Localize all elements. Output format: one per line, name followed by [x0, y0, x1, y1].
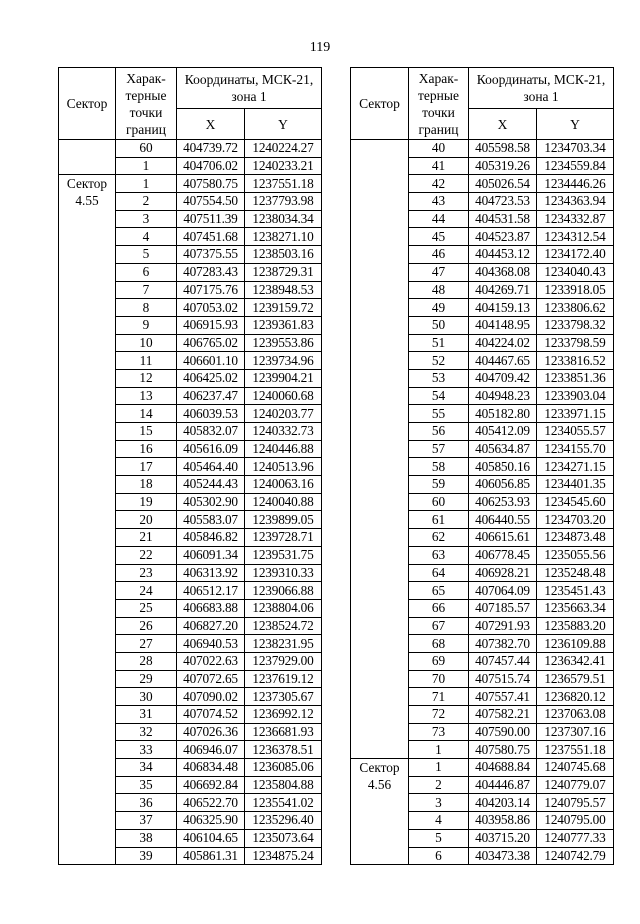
y-coordinate-cell: 1239531.75 [245, 546, 322, 564]
y-coordinate-cell: 1233798.32 [537, 316, 614, 334]
y-coordinate-cell: 1238503.16 [245, 246, 322, 264]
y-coordinate-cell: 1238804.06 [245, 599, 322, 617]
x-coordinate-cell: 407175.76 [177, 281, 245, 299]
point-number-cell: 16 [116, 440, 177, 458]
point-number-cell: 5 [409, 829, 469, 847]
x-coordinate-cell: 405583.07 [177, 511, 245, 529]
x-coordinate-cell: 404709.42 [469, 369, 537, 387]
y-coordinate-cell: 1233903.04 [537, 387, 614, 405]
y-coordinate-cell: 1234873.48 [537, 529, 614, 547]
x-coordinate-cell: 406091.34 [177, 546, 245, 564]
y-coordinate-cell: 1239310.33 [245, 564, 322, 582]
point-number-cell: 17 [116, 458, 177, 476]
point-number-cell: 44 [409, 210, 469, 228]
point-number-cell: 15 [116, 423, 177, 441]
x-coordinate-cell: 404739.72 [177, 140, 245, 158]
y-coordinate-cell: 1236681.93 [245, 723, 322, 741]
point-number-cell: 52 [409, 352, 469, 370]
x-coordinate-cell: 404531.58 [469, 210, 537, 228]
x-coordinate-cell: 406928.21 [469, 564, 537, 582]
x-coordinate-cell: 405850.16 [469, 458, 537, 476]
x-coordinate-cell: 407026.36 [177, 723, 245, 741]
y-coordinate-cell: 1238034.34 [245, 210, 322, 228]
point-number-cell: 47 [409, 263, 469, 281]
point-number-cell: 45 [409, 228, 469, 246]
x-coordinate-cell: 406522.70 [177, 794, 245, 812]
y-coordinate-cell: 1236109.88 [537, 635, 614, 653]
y-coordinate-cell: 1237551.18 [537, 741, 614, 759]
point-number-cell: 50 [409, 316, 469, 334]
y-coordinate-cell: 1237793.98 [245, 193, 322, 211]
x-coordinate-cell: 405026.54 [469, 175, 537, 193]
header-coordinates: Координаты, МСК-21, зона 1 [469, 68, 614, 109]
header-y: Y [245, 109, 322, 140]
x-coordinate-cell: 407511.39 [177, 210, 245, 228]
x-coordinate-cell: 407283.43 [177, 263, 245, 281]
y-coordinate-cell: 1238231.95 [245, 635, 322, 653]
x-coordinate-cell: 404269.71 [469, 281, 537, 299]
y-coordinate-cell: 1240513.96 [245, 458, 322, 476]
point-number-cell: 1 [409, 741, 469, 759]
x-coordinate-cell: 407554.50 [177, 193, 245, 211]
point-number-cell: 34 [116, 759, 177, 777]
point-number-cell: 49 [409, 299, 469, 317]
point-number-cell: 22 [116, 546, 177, 564]
y-coordinate-cell: 1234155.70 [537, 440, 614, 458]
x-coordinate-cell: 407090.02 [177, 688, 245, 706]
point-number-cell: 11 [116, 352, 177, 370]
header-coordinates: Координаты, МСК-21, зона 1 [177, 68, 322, 109]
x-coordinate-cell: 406827.20 [177, 617, 245, 635]
x-coordinate-cell: 407185.57 [469, 599, 537, 617]
y-coordinate-cell: 1234703.34 [537, 140, 614, 158]
point-number-cell: 2 [409, 776, 469, 794]
y-coordinate-cell: 1236820.12 [537, 688, 614, 706]
x-coordinate-cell: 404159.13 [469, 299, 537, 317]
point-number-cell: 39 [116, 847, 177, 865]
header-sector: Сектор [59, 68, 116, 140]
y-coordinate-cell: 1240446.88 [245, 440, 322, 458]
point-number-cell: 69 [409, 652, 469, 670]
header-sector: Сектор [351, 68, 409, 140]
y-coordinate-cell: 1234363.94 [537, 193, 614, 211]
x-coordinate-cell: 406425.02 [177, 369, 245, 387]
point-number-cell: 1 [116, 157, 177, 175]
x-coordinate-cell: 407457.44 [469, 652, 537, 670]
coordinates-table-right [350, 67, 614, 865]
y-coordinate-cell: 1234875.24 [245, 847, 322, 865]
x-coordinate-cell: 407375.55 [177, 246, 245, 264]
x-coordinate-cell: 406253.93 [469, 493, 537, 511]
y-coordinate-cell: 1234446.26 [537, 175, 614, 193]
y-coordinate-cell: 1233806.62 [537, 299, 614, 317]
x-coordinate-cell: 404723.53 [469, 193, 537, 211]
y-coordinate-cell: 1237305.67 [245, 688, 322, 706]
x-coordinate-cell: 404948.23 [469, 387, 537, 405]
y-coordinate-cell: 1235663.34 [537, 599, 614, 617]
point-number-cell: 61 [409, 511, 469, 529]
point-number-cell: 23 [116, 564, 177, 582]
y-coordinate-cell: 1239066.88 [245, 582, 322, 600]
x-coordinate-cell: 407590.00 [469, 723, 537, 741]
sector-cell [59, 140, 116, 175]
point-number-cell: 14 [116, 405, 177, 423]
y-coordinate-cell: 1240060.68 [245, 387, 322, 405]
sector-cell [351, 140, 409, 759]
y-coordinate-cell: 1239734.96 [245, 352, 322, 370]
y-coordinate-cell: 1233971.15 [537, 405, 614, 423]
point-number-cell: 24 [116, 582, 177, 600]
y-coordinate-cell: 1237619.12 [245, 670, 322, 688]
point-number-cell: 9 [116, 316, 177, 334]
point-number-cell: 12 [116, 369, 177, 387]
x-coordinate-cell: 405616.09 [177, 440, 245, 458]
x-coordinate-cell: 406601.10 [177, 352, 245, 370]
point-number-cell: 19 [116, 493, 177, 511]
point-number-cell: 3 [116, 210, 177, 228]
point-number-cell: 41 [409, 157, 469, 175]
x-coordinate-cell: 405634.87 [469, 440, 537, 458]
point-number-cell: 30 [116, 688, 177, 706]
page-number: 119 [309, 40, 331, 55]
x-coordinate-cell: 406946.07 [177, 741, 245, 759]
point-number-cell: 29 [116, 670, 177, 688]
x-coordinate-cell: 407053.02 [177, 299, 245, 317]
y-coordinate-cell: 1236378.51 [245, 741, 322, 759]
x-coordinate-cell: 406039.53 [177, 405, 245, 423]
y-coordinate-cell: 1236342.41 [537, 652, 614, 670]
x-coordinate-cell: 406313.92 [177, 564, 245, 582]
y-coordinate-cell: 1239728.71 [245, 529, 322, 547]
point-number-cell: 57 [409, 440, 469, 458]
x-coordinate-cell: 405464.40 [177, 458, 245, 476]
x-coordinate-cell: 407580.75 [177, 175, 245, 193]
y-coordinate-cell: 1234703.20 [537, 511, 614, 529]
x-coordinate-cell: 405302.90 [177, 493, 245, 511]
point-number-cell: 13 [116, 387, 177, 405]
x-coordinate-cell: 406915.93 [177, 316, 245, 334]
point-number-cell: 42 [409, 175, 469, 193]
point-number-cell: 56 [409, 423, 469, 441]
y-coordinate-cell: 1238729.31 [245, 263, 322, 281]
point-number-cell: 64 [409, 564, 469, 582]
point-number-cell: 55 [409, 405, 469, 423]
y-coordinate-cell: 1237307.16 [537, 723, 614, 741]
x-coordinate-cell: 404203.14 [469, 794, 537, 812]
point-number-cell: 59 [409, 476, 469, 494]
x-coordinate-cell: 407382.70 [469, 635, 537, 653]
y-coordinate-cell: 1240063.16 [245, 476, 322, 494]
x-coordinate-cell: 406692.84 [177, 776, 245, 794]
y-coordinate-cell: 1237063.08 [537, 706, 614, 724]
point-number-cell: 27 [116, 635, 177, 653]
y-coordinate-cell: 1235055.56 [537, 546, 614, 564]
header-y: Y [537, 109, 614, 140]
point-number-cell: 60 [116, 140, 177, 158]
point-number-cell: 60 [409, 493, 469, 511]
point-number-cell: 51 [409, 334, 469, 352]
point-number-cell: 66 [409, 599, 469, 617]
y-coordinate-cell: 1235296.40 [245, 812, 322, 830]
y-coordinate-cell: 1234055.57 [537, 423, 614, 441]
point-number-cell: 20 [116, 511, 177, 529]
y-coordinate-cell: 1236992.12 [245, 706, 322, 724]
point-number-cell: 1 [409, 759, 469, 777]
y-coordinate-cell: 1240777.33 [537, 829, 614, 847]
x-coordinate-cell: 407022.63 [177, 652, 245, 670]
x-coordinate-cell: 406940.53 [177, 635, 245, 653]
point-number-cell: 38 [116, 829, 177, 847]
x-coordinate-cell: 406512.17 [177, 582, 245, 600]
sector-cell: Сектор 4.55 [59, 175, 116, 865]
x-coordinate-cell: 406104.65 [177, 829, 245, 847]
y-coordinate-cell: 1236579.51 [537, 670, 614, 688]
x-coordinate-cell: 406325.90 [177, 812, 245, 830]
x-coordinate-cell: 406237.47 [177, 387, 245, 405]
table-row [59, 140, 322, 158]
y-coordinate-cell: 1235883.20 [537, 617, 614, 635]
y-coordinate-cell: 1236085.06 [245, 759, 322, 777]
y-coordinate-cell: 1240779.07 [537, 776, 614, 794]
x-coordinate-cell: 405319.26 [469, 157, 537, 175]
y-coordinate-cell: 1239904.21 [245, 369, 322, 387]
point-number-cell: 7 [116, 281, 177, 299]
point-number-cell: 2 [116, 193, 177, 211]
x-coordinate-cell: 406834.48 [177, 759, 245, 777]
point-number-cell: 58 [409, 458, 469, 476]
x-coordinate-cell: 405846.82 [177, 529, 245, 547]
x-coordinate-cell: 406778.45 [469, 546, 537, 564]
point-number-cell: 36 [116, 794, 177, 812]
y-coordinate-cell: 1240795.00 [537, 812, 614, 830]
y-coordinate-cell: 1234271.15 [537, 458, 614, 476]
x-coordinate-cell: 405244.43 [177, 476, 245, 494]
y-coordinate-cell: 1235451.43 [537, 582, 614, 600]
y-coordinate-cell: 1238524.72 [245, 617, 322, 635]
point-number-cell: 25 [116, 599, 177, 617]
y-coordinate-cell: 1234172.40 [537, 246, 614, 264]
point-number-cell: 21 [116, 529, 177, 547]
x-coordinate-cell: 404523.87 [469, 228, 537, 246]
point-number-cell: 6 [409, 847, 469, 865]
point-number-cell: 54 [409, 387, 469, 405]
x-coordinate-cell: 406056.85 [469, 476, 537, 494]
point-number-cell: 71 [409, 688, 469, 706]
x-coordinate-cell: 407064.09 [469, 582, 537, 600]
point-number-cell: 10 [116, 334, 177, 352]
x-coordinate-cell: 406615.61 [469, 529, 537, 547]
point-number-cell: 31 [116, 706, 177, 724]
sector-cell: Сектор 4.56 [351, 759, 409, 865]
point-number-cell: 35 [116, 776, 177, 794]
point-number-cell: 48 [409, 281, 469, 299]
x-coordinate-cell: 407580.75 [469, 741, 537, 759]
x-coordinate-cell: 404446.87 [469, 776, 537, 794]
point-number-cell: 70 [409, 670, 469, 688]
x-coordinate-cell: 405412.09 [469, 423, 537, 441]
coordinates-table-left [58, 67, 322, 865]
point-number-cell: 40 [409, 140, 469, 158]
x-coordinate-cell: 407515.74 [469, 670, 537, 688]
y-coordinate-cell: 1233816.52 [537, 352, 614, 370]
y-coordinate-cell: 1235073.64 [245, 829, 322, 847]
point-number-cell: 65 [409, 582, 469, 600]
y-coordinate-cell: 1233851.36 [537, 369, 614, 387]
y-coordinate-cell: 1234401.35 [537, 476, 614, 494]
point-number-cell: 18 [116, 476, 177, 494]
x-coordinate-cell: 404453.12 [469, 246, 537, 264]
point-number-cell: 53 [409, 369, 469, 387]
header-x: X [177, 109, 245, 140]
y-coordinate-cell: 1240332.73 [245, 423, 322, 441]
y-coordinate-cell: 1239159.72 [245, 299, 322, 317]
point-number-cell: 26 [116, 617, 177, 635]
x-coordinate-cell: 405598.58 [469, 140, 537, 158]
point-number-cell: 28 [116, 652, 177, 670]
header-characteristic-points: Харак-терные точки границ [409, 68, 469, 140]
table-row [59, 175, 322, 193]
point-number-cell: 4 [116, 228, 177, 246]
y-coordinate-cell: 1239361.83 [245, 316, 322, 334]
x-coordinate-cell: 404706.02 [177, 157, 245, 175]
y-coordinate-cell: 1240795.57 [537, 794, 614, 812]
point-number-cell: 3 [409, 794, 469, 812]
x-coordinate-cell: 406683.88 [177, 599, 245, 617]
y-coordinate-cell: 1235541.02 [245, 794, 322, 812]
point-number-cell: 43 [409, 193, 469, 211]
x-coordinate-cell: 407072.65 [177, 670, 245, 688]
point-number-cell: 62 [409, 529, 469, 547]
x-coordinate-cell: 405861.31 [177, 847, 245, 865]
point-number-cell: 8 [116, 299, 177, 317]
header-x: X [469, 109, 537, 140]
x-coordinate-cell: 403958.86 [469, 812, 537, 830]
y-coordinate-cell: 1240233.21 [245, 157, 322, 175]
point-number-cell: 6 [116, 263, 177, 281]
point-number-cell: 32 [116, 723, 177, 741]
point-number-cell: 67 [409, 617, 469, 635]
x-coordinate-cell: 403715.20 [469, 829, 537, 847]
table-row [351, 140, 614, 158]
y-coordinate-cell: 1235248.48 [537, 564, 614, 582]
y-coordinate-cell: 1240745.68 [537, 759, 614, 777]
x-coordinate-cell: 404148.95 [469, 316, 537, 334]
x-coordinate-cell: 406440.55 [469, 511, 537, 529]
y-coordinate-cell: 1238948.53 [245, 281, 322, 299]
x-coordinate-cell: 403473.38 [469, 847, 537, 865]
point-number-cell: 37 [116, 812, 177, 830]
y-coordinate-cell: 1240224.27 [245, 140, 322, 158]
y-coordinate-cell: 1239553.86 [245, 334, 322, 352]
x-coordinate-cell: 405182.80 [469, 405, 537, 423]
x-coordinate-cell: 407582.21 [469, 706, 537, 724]
point-number-cell: 33 [116, 741, 177, 759]
y-coordinate-cell: 1234545.60 [537, 493, 614, 511]
header-characteristic-points: Харак-терные точки границ [116, 68, 177, 140]
y-coordinate-cell: 1240203.77 [245, 405, 322, 423]
y-coordinate-cell: 1234040.43 [537, 263, 614, 281]
x-coordinate-cell: 407291.93 [469, 617, 537, 635]
y-coordinate-cell: 1238271.10 [245, 228, 322, 246]
y-coordinate-cell: 1234312.54 [537, 228, 614, 246]
x-coordinate-cell: 407451.68 [177, 228, 245, 246]
point-number-cell: 4 [409, 812, 469, 830]
x-coordinate-cell: 404368.08 [469, 263, 537, 281]
point-number-cell: 68 [409, 635, 469, 653]
y-coordinate-cell: 1235804.88 [245, 776, 322, 794]
y-coordinate-cell: 1234559.84 [537, 157, 614, 175]
table-row [351, 759, 614, 777]
x-coordinate-cell: 406765.02 [177, 334, 245, 352]
point-number-cell: 72 [409, 706, 469, 724]
x-coordinate-cell: 405832.07 [177, 423, 245, 441]
y-coordinate-cell: 1240040.88 [245, 493, 322, 511]
y-coordinate-cell: 1237551.18 [245, 175, 322, 193]
y-coordinate-cell: 1237929.00 [245, 652, 322, 670]
x-coordinate-cell: 407557.41 [469, 688, 537, 706]
point-number-cell: 73 [409, 723, 469, 741]
y-coordinate-cell: 1240742.79 [537, 847, 614, 865]
x-coordinate-cell: 404224.02 [469, 334, 537, 352]
y-coordinate-cell: 1233798.59 [537, 334, 614, 352]
point-number-cell: 46 [409, 246, 469, 264]
y-coordinate-cell: 1234332.87 [537, 210, 614, 228]
point-number-cell: 1 [116, 175, 177, 193]
point-number-cell: 5 [116, 246, 177, 264]
x-coordinate-cell: 404688.84 [469, 759, 537, 777]
y-coordinate-cell: 1233918.05 [537, 281, 614, 299]
x-coordinate-cell: 404467.65 [469, 352, 537, 370]
y-coordinate-cell: 1239899.05 [245, 511, 322, 529]
point-number-cell: 63 [409, 546, 469, 564]
x-coordinate-cell: 407074.52 [177, 706, 245, 724]
